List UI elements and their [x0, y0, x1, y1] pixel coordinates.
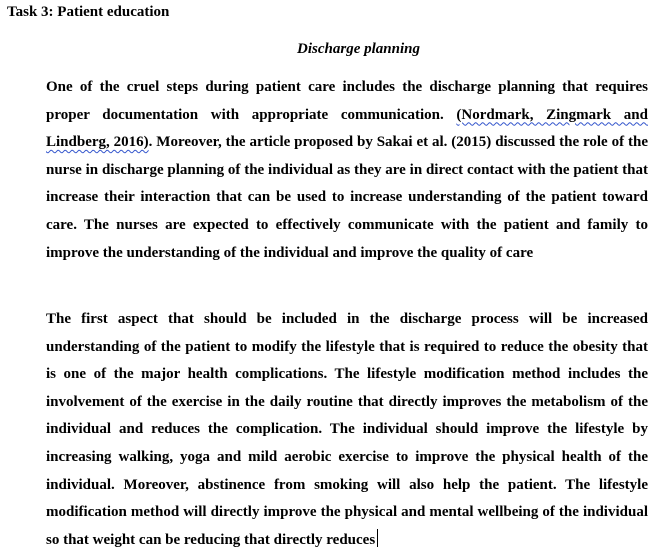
text-cursor	[377, 529, 378, 547]
paragraph-1[interactable]	[46, 74, 648, 267]
paragraph-2[interactable]	[46, 306, 648, 554]
section-title: Discharge planning	[297, 41, 420, 57]
paragraph-2-text: The first aspect that should be included in the discharge process will be increased understanding of the patient to modify the lifestyle that is required to reduce the obesity that is one of the major health complications. The lifestyle modification method includes the involvement of the exercise in the daily routine that directly improves the metabolism of the individual and reduces the complication. The individual should improve the lifestyle by increasing walking, yoga and mild aerobic exercise to improve the physical health of the individual. Moreover, abstinence from smoking will also help the patient. The lifestyle modification method will directly improve the physical and mental wellbeing of the individual so that weight can be reducing that directly reduces	[46, 311, 648, 548]
paragraph-1-text-start: One of the cruel steps during patient care includes the discharge planning that requires proper documentation with appropriate communication.	[46, 79, 648, 123]
citation-spellcheck-underlined: (Nordmark, Zingmark and Lindberg, 2016)	[46, 106, 648, 151]
paragraph-1-text-end: . Moreover, the article proposed by Sakai et al. (2015) discussed the role of the nurse in discharge planning of the individual as they are in direct contact with the patient that increase their interaction that can be used to increase understanding of the patient toward care. The nurses are expected to effectively communicate with the patient and family to improve the understanding of the individual and improve the quality of care	[46, 134, 648, 261]
task-heading: Task 3: Patient education	[7, 4, 170, 20]
